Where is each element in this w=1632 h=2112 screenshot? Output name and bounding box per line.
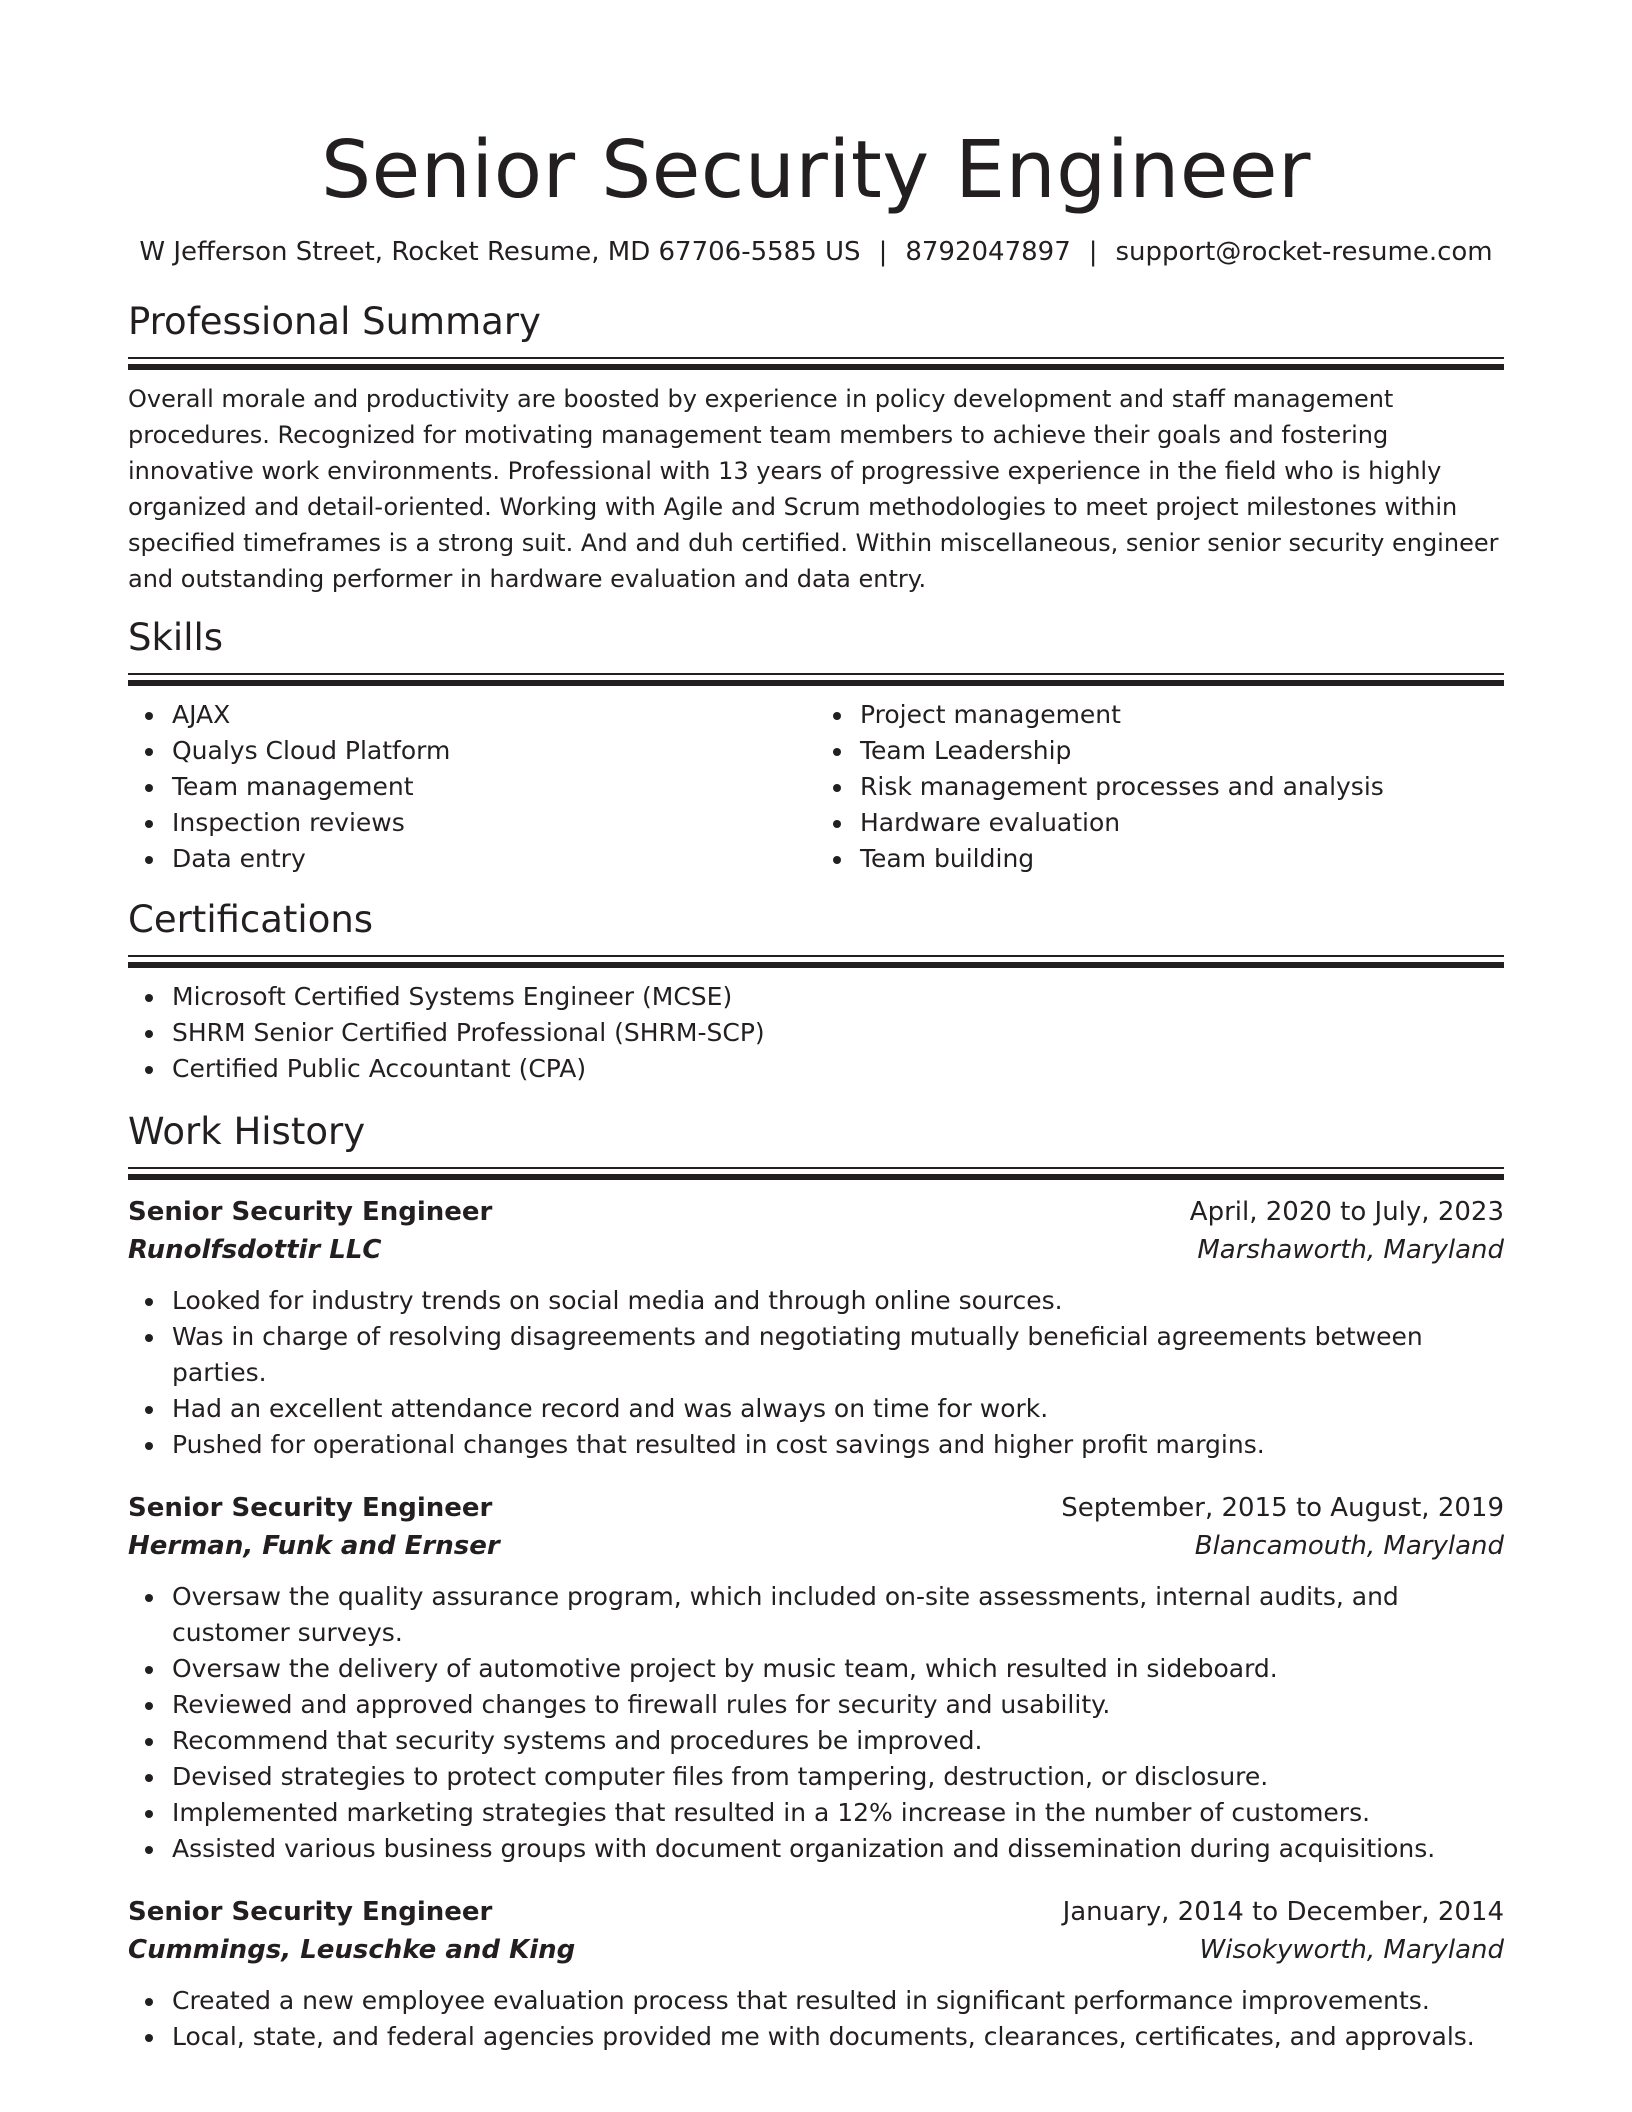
skill-item: Risk management processes and analysis (860, 769, 1504, 805)
contact-line (128, 234, 1504, 270)
job-entry (128, 1893, 1504, 2055)
section-divider (128, 1167, 1504, 1180)
job-dates: January, 2014 to December, 2014 (1062, 1897, 1504, 1927)
job-bullets (128, 1579, 1504, 1867)
resume-title: Senior Security Engineer (320, 124, 1312, 216)
skill-item: Inspection reviews (172, 805, 816, 841)
skills-heading: Skills (128, 616, 224, 659)
skill-item: Team management (172, 769, 816, 805)
contact-email: support@rocket-resume.com (1115, 237, 1493, 267)
work-history-heading: Work History (128, 1110, 366, 1153)
job-bullet: Pushed for operational changes that resulted in cost savings and higher profit margins. (172, 1427, 1504, 1463)
section-divider (128, 357, 1504, 370)
summary-section (128, 299, 1504, 597)
job-header (128, 1893, 1504, 1931)
job-bullet: Created a new employee evaluation process that resulted in significant performance improvements. (172, 1983, 1504, 2019)
skill-item: Team building (860, 841, 1504, 877)
job-bullets (128, 1983, 1504, 2055)
skills-grid (128, 697, 1504, 877)
job-subheader (128, 1931, 1504, 1969)
contact-separator: | (1088, 237, 1098, 267)
skill-item: Qualys Cloud Platform (172, 733, 816, 769)
certification-item: Microsoft Certified Systems Engineer (MCSE) (172, 979, 1504, 1015)
job-subheader (128, 1527, 1504, 1565)
job-location: Wisokyworth, Maryland (1199, 1935, 1504, 1965)
contact-separator: | (878, 237, 888, 267)
job-company: Cummings, Leuschke and King (128, 1935, 576, 1965)
skill-item: Team Leadership (860, 733, 1504, 769)
job-company: Herman, Funk and Ernser (128, 1531, 500, 1561)
job-bullet: Assisted various business groups with document organization and dissemination during acquisitions. (172, 1831, 1504, 1867)
certifications-section (128, 897, 1504, 1087)
job-header (128, 1193, 1504, 1231)
skill-item: AJAX (172, 697, 816, 733)
job-location: Marshaworth, Maryland (1197, 1235, 1504, 1265)
contact-address: W Jefferson Street, Rocket Resume, MD 67706-5585 US (139, 237, 861, 267)
job-entry (128, 1193, 1504, 1463)
summary-text: Overall morale and productivity are boosted by experience in policy development and staff management procedures. Recognized for motivating management team members to achieve their goals and fostering innovative work environments. Professional with 13 years of progressive experience in the field who is highly organized and detail-oriented. Working with Agile and Scrum methodologies to meet project milestones within specified timeframes is a strong suit. And and duh certified. Within miscellaneous, senior senior security engineer and outstanding performer in hardware evaluation and data entry. (128, 385, 1499, 593)
section-divider (128, 955, 1504, 968)
job-bullet: Oversaw the quality assurance program, which included on-site assessments, internal audits, and customer surveys. (172, 1579, 1504, 1651)
job-bullet: Looked for industry trends on social media and through online sources. (172, 1283, 1504, 1319)
skills-list-left (128, 697, 816, 877)
skill-item: Project management (860, 697, 1504, 733)
job-bullet: Was in charge of resolving disagreements and negotiating mutually beneficial agreements between parties. (172, 1319, 1504, 1391)
job-dates: September, 2015 to August, 2019 (1061, 1493, 1504, 1523)
summary-heading: Professional Summary (128, 300, 541, 343)
skill-item: Hardware evaluation (860, 805, 1504, 841)
job-subheader (128, 1231, 1504, 1269)
job-header (128, 1489, 1504, 1527)
skills-list-right (816, 697, 1504, 877)
job-bullet: Oversaw the delivery of automotive project by music team, which resulted in sideboard. (172, 1651, 1504, 1687)
skills-section (128, 615, 1504, 877)
resume-page (128, 0, 1504, 2055)
job-title: Senior Security Engineer (128, 1493, 493, 1523)
job-title: Senior Security Engineer (128, 1897, 493, 1927)
job-bullet: Local, state, and federal agencies provided me with documents, clearances, certificates, and approvals. (172, 2019, 1504, 2055)
job-bullet: Had an excellent attendance record and was always on time for work. (172, 1391, 1504, 1427)
certifications-list (128, 979, 1504, 1087)
section-divider (128, 673, 1504, 686)
job-entry (128, 1489, 1504, 1867)
job-bullet: Devised strategies to protect computer files from tampering, destruction, or disclosure. (172, 1759, 1504, 1795)
job-bullet: Implemented marketing strategies that resulted in a 12% increase in the number of customers. (172, 1795, 1504, 1831)
certifications-heading: Certifications (128, 898, 374, 941)
job-bullets (128, 1283, 1504, 1463)
certification-item: Certified Public Accountant (CPA) (172, 1051, 1504, 1087)
job-bullet: Reviewed and approved changes to firewall rules for security and usability. (172, 1687, 1504, 1723)
job-company: Runolfsdottir LLC (128, 1235, 382, 1265)
work-history-section (128, 1109, 1504, 2055)
job-title: Senior Security Engineer (128, 1197, 493, 1227)
job-bullet: Recommend that security systems and procedures be improved. (172, 1723, 1504, 1759)
job-location: Blancamouth, Maryland (1194, 1531, 1504, 1561)
certification-item: SHRM Senior Certified Professional (SHRM-SCP) (172, 1015, 1504, 1051)
contact-phone: 8792047897 (905, 237, 1071, 267)
job-dates: April, 2020 to July, 2023 (1189, 1197, 1504, 1227)
skill-item: Data entry (172, 841, 816, 877)
